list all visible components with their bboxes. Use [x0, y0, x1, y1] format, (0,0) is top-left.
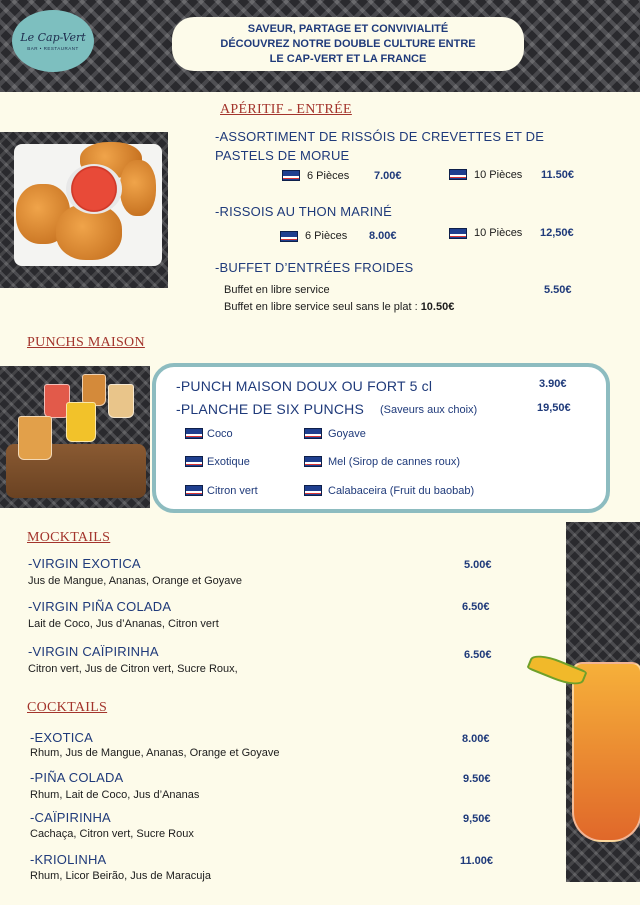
option-label: 6 Pièces — [307, 170, 350, 182]
planche-price: 19,50€ — [537, 402, 571, 414]
logo-text: Le Cap-Vert — [20, 31, 86, 44]
option-label: 10 Pièces — [474, 169, 523, 181]
mocktail-name: -VIRGIN EXOTICA — [28, 556, 141, 571]
cocktail-name: -CAÏPIRINHA — [30, 810, 111, 825]
cocktail-name: -KRIOLINHA — [30, 852, 107, 867]
cocktail-desc: Rhum, Lait de Coco, Jus d’Ananas — [30, 789, 200, 801]
option-label: 10 Pièces — [474, 227, 523, 239]
mocktail-name: -VIRGIN PIÑA COLADA — [28, 599, 172, 614]
mocktail-price: 6.50€ — [464, 649, 492, 661]
cape-verde-flag-icon — [280, 231, 298, 242]
cocktail-glass — [572, 662, 640, 842]
sauce-bowl — [66, 164, 122, 214]
item-planche: -PLANCHE DE SIX PUNCHS — [176, 401, 364, 417]
buffet-line-1: Buffet en libre service — [224, 284, 330, 296]
buffet-line-2 — [224, 301, 454, 313]
cocktail-price: 9,50€ — [463, 813, 491, 825]
option-price: 8.00€ — [369, 230, 397, 242]
option-price: 12,50€ — [540, 227, 574, 239]
cocktail-desc: Rhum, Jus de Mangue, Ananas, Orange et Goyave — [30, 747, 280, 759]
mocktail-price: 5.00€ — [464, 559, 492, 571]
mocktail-desc: Citron vert, Jus de Citron vert, Sucre Roux, — [28, 663, 238, 675]
option-price: 11.50€ — [541, 169, 575, 181]
flavor-exotique: Exotique — [207, 456, 250, 468]
cape-verde-flag-icon — [449, 228, 467, 239]
section-title-mocktails: MOCKTAILS — [27, 530, 111, 545]
item-punch-maison: -PUNCH MAISON DOUX OU FORT 5 cl — [176, 378, 433, 394]
cocktail-price: 9.50€ — [463, 773, 491, 785]
cocktail-price: 11.00€ — [460, 855, 494, 867]
shot-glass — [18, 416, 52, 460]
punch-photo — [0, 366, 150, 508]
logo-subtext: BAR • RESTAURANT — [27, 46, 79, 51]
flavor-coco: Coco — [207, 428, 233, 440]
item-assortiment-line1: -ASSORTIMENT DE RISSÓIS DE CREVETTES ET DE — [215, 129, 545, 144]
mocktail-price: 6.50€ — [462, 601, 490, 613]
restaurant-logo — [12, 10, 94, 72]
cocktail-name: -PIÑA COLADA — [30, 770, 124, 785]
planche-note: (Saveurs aux choix) — [380, 404, 478, 416]
tagline-line-1: SAVEUR, PARTAGE ET CONVIVIALITÉ — [247, 22, 449, 35]
cocktail-desc: Cachaça, Citron vert, Sucre Roux — [30, 828, 194, 840]
tagline-line-3: LE CAP-VERT ET LA FRANCE — [269, 52, 427, 65]
buffet-price-1: 5.50€ — [544, 284, 572, 296]
cocktail-price: 8.00€ — [462, 733, 490, 745]
mocktail-name: -VIRGIN CAÏPIRINHA — [28, 644, 159, 659]
item-buffet: -BUFFET D’ENTRÉES FROIDES — [215, 260, 414, 275]
mocktail-desc: Lait de Coco, Jus d’Ananas, Citron vert — [28, 618, 219, 630]
cape-verde-flag-icon — [185, 456, 203, 467]
flavor-calabaceira: Calabaceira (Fruit du baobab) — [328, 485, 475, 497]
flavor-citron-vert: Citron vert — [207, 485, 258, 497]
header-banner — [0, 0, 640, 92]
punch-price: 3.90€ — [539, 378, 567, 390]
item-assortiment-line2: PASTELS DE MORUE — [215, 148, 350, 163]
cape-verde-flag-icon — [304, 456, 322, 467]
flavor-mel: Mel (Sirop de cannes roux) — [328, 456, 461, 468]
rissois-photo — [0, 132, 168, 288]
section-title-punchs: PUNCHS MAISON — [27, 335, 145, 350]
cocktail-photo — [566, 522, 640, 882]
section-title-aperitif: APÉRITIF - ENTRÉE — [220, 102, 352, 117]
cape-verde-flag-icon — [449, 169, 467, 180]
section-title-cocktails: COCKTAILS — [27, 700, 108, 715]
cocktail-name: -EXOTICA — [30, 730, 93, 745]
mocktail-desc: Jus de Mangue, Ananas, Orange et Goyave — [28, 575, 243, 587]
cape-verde-flag-icon — [282, 170, 300, 181]
cape-verde-flag-icon — [304, 485, 322, 496]
shot-glass — [66, 402, 96, 442]
tagline-box — [172, 17, 524, 71]
cape-verde-flag-icon — [304, 428, 322, 439]
cape-verde-flag-icon — [185, 428, 203, 439]
item-rissois-thon: -RISSOIS AU THON MARINÉ — [215, 204, 392, 219]
fritter — [120, 160, 156, 216]
buffet-line-2-text: Buffet en libre service seul sans le plat : — [224, 301, 421, 313]
option-label: 6 Pièces — [305, 230, 348, 242]
option-price: 7.00€ — [374, 170, 402, 182]
shot-glass — [108, 384, 134, 418]
cape-verde-flag-icon — [185, 485, 203, 496]
flavor-goyave: Goyave — [328, 428, 366, 440]
cocktail-desc: Rhum, Licor Beirão, Jus de Maracuja — [30, 870, 211, 882]
buffet-price-2: 10.50€ — [420, 301, 455, 313]
tagline-line-2: DÉCOUVREZ NOTRE DOUBLE CULTURE ENTRE — [220, 37, 476, 50]
